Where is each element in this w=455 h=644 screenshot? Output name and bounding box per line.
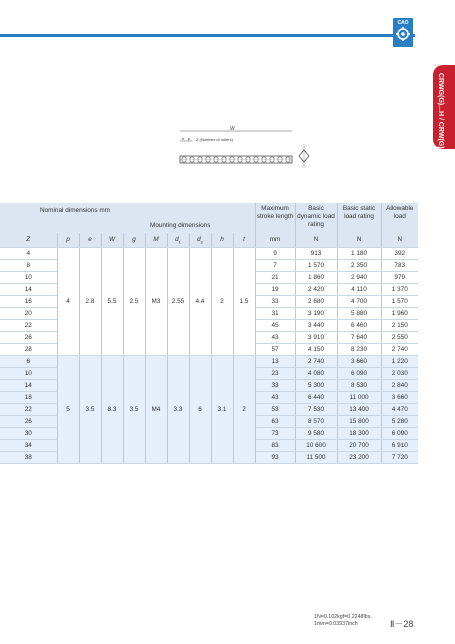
cell-z: 10 [0, 271, 57, 283]
cell-static-load: 13 400 [337, 403, 381, 415]
cell-dynamic-load: 1 860 [295, 271, 337, 283]
cell-g: 3.5 [123, 355, 145, 463]
cell-z: 22 [0, 403, 57, 415]
gear-icon [396, 27, 410, 41]
cell-static-load: 6 460 [337, 319, 381, 331]
cell-h: 3.1 [211, 355, 233, 463]
cell-static-load: 4 110 [337, 283, 381, 295]
cell-allowable-load: 6 090 [381, 427, 418, 439]
cell-dynamic-load: 1 570 [295, 259, 337, 271]
col-p: p [57, 233, 79, 247]
cell-allowable-load: 5 280 [381, 415, 418, 427]
side-tab-label: CRWG(G)...H / CRW(G) [437, 73, 444, 149]
cell-dynamic-load: 4 080 [295, 367, 337, 379]
cell-static-load: 7 640 [337, 331, 381, 343]
cell-p: 4 [57, 247, 79, 355]
static-load-header: Basic static load rating [337, 203, 381, 233]
diagram-count-label: Z (Number of rollers) [196, 137, 233, 142]
cell-z: 18 [0, 391, 57, 403]
cell-z: 28 [0, 343, 57, 355]
cell-dynamic-load: 2 740 [295, 355, 337, 367]
cell-allowable-load: 4 470 [381, 403, 418, 415]
cell-stroke: 33 [255, 295, 295, 307]
cell-z: 6 [0, 355, 57, 367]
roller-cage-diagram [170, 122, 320, 174]
cell-static-load: 6 090 [337, 367, 381, 379]
cell-dynamic-load: 5 300 [295, 379, 337, 391]
cell-m: M4 [145, 355, 167, 463]
unit-footnote [314, 614, 372, 627]
cell-z: 26 [0, 415, 57, 427]
cell-w: 8.3 [101, 355, 123, 463]
cell-stroke: 93 [255, 451, 295, 463]
section-side-tab[interactable] [433, 65, 455, 149]
cell-z: 14 [0, 379, 57, 391]
cell-static-load: 8 530 [337, 379, 381, 391]
cell-dynamic-load: 913 [295, 247, 337, 259]
cell-dynamic-load: 10 600 [295, 439, 337, 451]
cell-z: 30 [0, 427, 57, 439]
cell-stroke: 7 [255, 259, 295, 271]
unit-c0: N [337, 233, 381, 247]
nominal-dimensions-label: Nominal dimensions mm [40, 207, 110, 214]
cell-allowable-load: 7 720 [381, 451, 418, 463]
footnote-line-2: 1mm=0.03937inch [314, 620, 358, 627]
cell-z: 20 [0, 307, 57, 319]
cell-z: 38 [0, 451, 57, 463]
cell-allowable-load: 783 [381, 259, 418, 271]
cell-d2: 4.4 [189, 247, 211, 355]
cell-allowable-load: 1 370 [381, 283, 418, 295]
cell-e: 3.5 [79, 355, 101, 463]
cell-t: 1.5 [233, 247, 255, 355]
col-d1: $d_1$ [167, 233, 189, 247]
col-h: h [211, 233, 233, 247]
top-rule [0, 34, 415, 37]
cell-static-load: 20 700 [337, 439, 381, 451]
cell-z: 10 [0, 367, 57, 379]
col-d2: $d_2$ [189, 233, 211, 247]
cell-stroke: 53 [255, 403, 295, 415]
cell-allowable-load: 2 840 [381, 379, 418, 391]
cell-t: 2 [233, 355, 255, 463]
cell-dynamic-load: 6 440 [295, 391, 337, 403]
cell-dynamic-load: 3 440 [295, 319, 337, 331]
cell-d2: 6 [189, 355, 211, 463]
cell-dynamic-load: 9 580 [295, 427, 337, 439]
dynamic-load-header: Basic dynamic load rating [295, 203, 337, 233]
cell-stroke: 57 [255, 343, 295, 355]
cell-dynamic-load: 8 570 [295, 415, 337, 427]
cell-m: M3 [145, 247, 167, 355]
unit-c: N [295, 233, 337, 247]
diagram-dim-e: e [182, 136, 185, 141]
nominal-header-cell [0, 203, 255, 233]
cell-g: 2.5 [123, 247, 145, 355]
col-e: e [79, 233, 101, 247]
cell-static-load: 15 800 [337, 415, 381, 427]
cell-static-load: 8 230 [337, 343, 381, 355]
unit-f: N [381, 233, 418, 247]
cell-allowable-load: 2 030 [381, 367, 418, 379]
cell-allowable-load: 2 150 [381, 319, 418, 331]
col-z: Z [0, 233, 57, 247]
cell-static-load: 23 200 [337, 451, 381, 463]
page-number: Ⅱ－28 [390, 619, 414, 629]
cell-dynamic-load: 4 150 [295, 343, 337, 355]
cell-stroke: 13 [255, 355, 295, 367]
cell-w: 5.5 [101, 247, 123, 355]
cell-stroke: 73 [255, 427, 295, 439]
col-t: t [233, 233, 255, 247]
dimensions-table [0, 203, 418, 464]
cell-d1: 2.55 [167, 247, 189, 355]
cell-stroke: 33 [255, 379, 295, 391]
col-w: W [101, 233, 123, 247]
cell-static-load: 18 300 [337, 427, 381, 439]
cell-z: 22 [0, 319, 57, 331]
cell-allowable-load: 979 [381, 271, 418, 283]
cell-dynamic-load: 11 500 [295, 451, 337, 463]
cell-h: 2 [211, 247, 233, 355]
cell-p: 5 [57, 355, 79, 463]
mounting-dimensions-label: Mounting dimensions [150, 222, 211, 229]
cell-stroke: 83 [255, 439, 295, 451]
diagram-dim-p: p [188, 136, 191, 141]
cell-stroke: 63 [255, 415, 295, 427]
cell-static-load: 2 940 [337, 271, 381, 283]
cell-allowable-load: 392 [381, 247, 418, 259]
cell-allowable-load: 3 660 [381, 391, 418, 403]
cell-static-load: 2 350 [337, 259, 381, 271]
cell-stroke: 23 [255, 367, 295, 379]
max-stroke-header: Maximum stroke length [255, 203, 295, 233]
cell-static-load: 5 880 [337, 307, 381, 319]
cell-dynamic-load: 3 190 [295, 307, 337, 319]
cell-z: 16 [0, 295, 57, 307]
cell-allowable-load: 1 570 [381, 295, 418, 307]
col-g: g [123, 233, 145, 247]
cell-stroke: 45 [255, 319, 295, 331]
cell-static-load: 1 180 [337, 247, 381, 259]
cell-static-load: 3 660 [337, 355, 381, 367]
allowable-load-header: Allowable load [381, 203, 418, 233]
cell-d1: 3.3 [167, 355, 189, 463]
cell-allowable-load: 1 960 [381, 307, 418, 319]
cell-dynamic-load: 3 910 [295, 331, 337, 343]
cell-z: 26 [0, 331, 57, 343]
cell-stroke: 21 [255, 271, 295, 283]
cell-allowable-load: 2 550 [381, 331, 418, 343]
cell-allowable-load: 2 740 [381, 343, 418, 355]
unit-stroke: mm [255, 233, 295, 247]
cell-z: 34 [0, 439, 57, 451]
logo-label: CAO [397, 20, 409, 26]
brand-logo [393, 18, 413, 47]
cell-z: 8 [0, 259, 57, 271]
cell-stroke: 43 [255, 331, 295, 343]
cell-z: 14 [0, 283, 57, 295]
cell-dynamic-load: 2 420 [295, 283, 337, 295]
table-row [0, 355, 418, 367]
cell-static-load: 4 700 [337, 295, 381, 307]
cell-allowable-load: 6 910 [381, 439, 418, 451]
footnote-line-1: 1N=0.102kgf=0.2248lbs. [314, 614, 372, 620]
cell-dynamic-load: 7 530 [295, 403, 337, 415]
cell-stroke: 19 [255, 283, 295, 295]
diagram-dim-w: W [230, 126, 235, 132]
col-m: M [145, 233, 167, 247]
cell-e: 2.8 [79, 247, 101, 355]
cell-dynamic-load: 2 680 [295, 295, 337, 307]
cell-stroke: 43 [255, 391, 295, 403]
cell-static-load: 11 000 [337, 391, 381, 403]
cell-allowable-load: 1 220 [381, 355, 418, 367]
table-row [0, 247, 418, 259]
cell-stroke: 31 [255, 307, 295, 319]
cell-z: 4 [0, 247, 57, 259]
cell-stroke: 9 [255, 247, 295, 259]
